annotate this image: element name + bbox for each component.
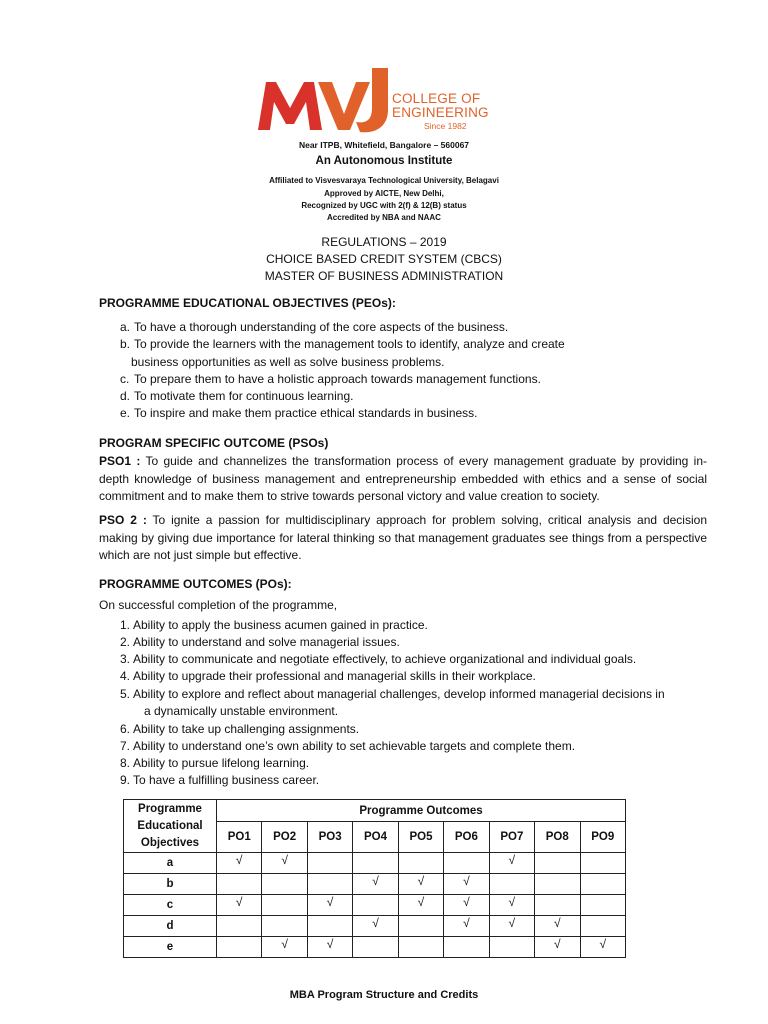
affiliation-line: Recognized by UGC with 2(f) & 12(B) status (301, 201, 467, 210)
tick-mark-cell: √ (307, 937, 352, 958)
po-marker: 1. (120, 618, 131, 632)
peo-row-label: c (124, 895, 217, 916)
po-item-text: a dynamically unstable environment. (144, 704, 339, 718)
po-marker: 9. (120, 773, 131, 787)
po-item-text: Ability to upgrade their professional and managerial skills in their workplace. (133, 669, 536, 683)
pso1-text: To guide and channelizes the transformation process of every management graduate by providing in-depth knowledge of business management and entrepreneurship embedded with ethics and a sense of social commitment and to make them to strive towards personal victory and value creation to society. (99, 454, 707, 503)
tick-mark-cell: √ (489, 916, 534, 937)
po-column-header: PO2 (262, 822, 307, 853)
pso1-paragraph (99, 453, 707, 506)
table-row (124, 937, 626, 958)
tick-mark-cell: √ (217, 895, 262, 916)
po-item-text: Ability to communicate and negotiate effectively, to achieve organizational and individual goals. (133, 652, 637, 666)
po-column-header: PO1 (217, 822, 262, 853)
college-name-line2: ENGINEERING (392, 105, 489, 120)
peo-row-label: b (124, 874, 217, 895)
pso2-text: To ignite a passion for multidisciplinary approach for problem solving, critical analysis and decision making by giving due importance for lateral thinking so that management graduates see things from a perspective which are not just simple but effective. (99, 513, 707, 562)
regulations-line: REGULATIONS – 2019 (321, 235, 447, 249)
empty-cell (398, 916, 443, 937)
autonomous-label: An Autonomous Institute (315, 155, 453, 167)
empty-cell (580, 853, 626, 874)
po-item-text: Ability to pursue lifelong learning. (133, 756, 310, 770)
po-item-text: Ability to explore and reflect about managerial challenges, develop informed managerial decisions in (133, 687, 665, 701)
empty-cell (398, 937, 443, 958)
pso2-paragraph (99, 512, 707, 565)
peo-item-text: To prepare them to have a holistic approach towards management functions. (134, 372, 541, 386)
empty-cell (489, 937, 534, 958)
peo-marker: a. (120, 320, 131, 334)
table-row (124, 895, 626, 916)
empty-cell (262, 874, 307, 895)
empty-cell (535, 853, 580, 874)
empty-cell (353, 937, 398, 958)
empty-cell (580, 916, 626, 937)
peo-item-text: To have a thorough understanding of the core aspects of the business. (134, 320, 509, 334)
table-row (124, 916, 626, 937)
empty-cell (217, 916, 262, 937)
po-column-header: PO5 (398, 822, 443, 853)
peo-item-text: business opportunities as well as solve business problems. (131, 355, 445, 369)
empty-cell (535, 874, 580, 895)
pso-heading: PROGRAM SPECIFIC OUTCOME (PSOs) (99, 436, 329, 450)
tick-mark-cell: √ (262, 853, 307, 874)
po-marker: 6. (120, 722, 131, 736)
peo-heading: PROGRAMME EDUCATIONAL OBJECTIVES (PEOs): (99, 296, 396, 310)
peo-row-label: e (124, 937, 217, 958)
affiliation-line: Affiliated to Visvesvaraya Technological University, Belagavi (269, 176, 499, 185)
corner-header-line: Objectives (140, 836, 200, 849)
programme-outcomes-header: Programme Outcomes (217, 800, 626, 822)
peo-row-label: d (124, 916, 217, 937)
po-heading: PROGRAMME OUTCOMES (POs): (99, 577, 292, 591)
peo-item-text: To motivate them for continuous learning. (134, 389, 354, 403)
cbcs-line: CHOICE BASED CREDIT SYSTEM (CBCS) (266, 252, 502, 266)
program-name-line: MASTER OF BUSINESS ADMINISTRATION (264, 269, 504, 283)
empty-cell (262, 916, 307, 937)
since-year: Since 1982 (424, 121, 467, 131)
corner-header-line: Educational (137, 819, 203, 832)
po-item-text: Ability to apply the business acumen gained in practice. (133, 618, 428, 632)
empty-cell (398, 853, 443, 874)
peo-item-text: To inspire and make them practice ethical standards in business. (134, 406, 478, 420)
po-marker: 3. (120, 652, 131, 666)
empty-cell (444, 937, 489, 958)
empty-cell (353, 853, 398, 874)
po-column-header: PO3 (307, 822, 352, 853)
po-marker: 5. (120, 687, 131, 701)
table-body (124, 853, 626, 958)
peo-marker: b. (120, 337, 131, 351)
empty-cell (307, 853, 352, 874)
corner-header-line: Programme (138, 802, 202, 815)
empty-cell (353, 895, 398, 916)
tick-mark-cell: √ (262, 937, 307, 958)
po-marker: 4. (120, 669, 131, 683)
address: Near ITPB, Whitefield, Bangalore – 560067 (298, 140, 470, 150)
po-column-header: PO9 (580, 822, 626, 853)
po-marker: 8. (120, 756, 131, 770)
empty-cell (217, 937, 262, 958)
po-column-header: PO8 (535, 822, 580, 853)
po-marker: 2. (120, 635, 131, 649)
po-marker: 7. (120, 739, 131, 753)
tick-mark-cell: √ (398, 895, 443, 916)
table-row (124, 853, 626, 874)
tick-mark-cell: √ (444, 895, 489, 916)
po-column-header: PO4 (353, 822, 398, 853)
peo-item-text: To provide the learners with the management tools to identify, analyze and create (134, 337, 565, 351)
empty-cell (535, 895, 580, 916)
tick-mark-cell: √ (535, 916, 580, 937)
po-column-header: PO6 (444, 822, 489, 853)
po-item-text: Ability to understand and solve managerial issues. (133, 635, 400, 649)
mvj-logo-mark (256, 64, 396, 136)
tick-mark-cell: √ (444, 874, 489, 895)
tick-mark-cell: √ (580, 937, 626, 958)
tick-mark-cell: √ (398, 874, 443, 895)
college-name-line1: COLLEGE OF (392, 91, 481, 106)
table-row (124, 874, 626, 895)
empty-cell (217, 874, 262, 895)
affiliation-line: Accredited by NBA and NAAC (327, 213, 441, 222)
po-intro: On successful completion of the programme, (99, 598, 338, 612)
peo-po-mapping-table (123, 799, 626, 958)
empty-cell (444, 853, 489, 874)
tick-mark-cell: √ (535, 937, 580, 958)
po-column-header: PO7 (489, 822, 534, 853)
empty-cell (580, 895, 626, 916)
tick-mark-cell: √ (353, 916, 398, 937)
tick-mark-cell: √ (444, 916, 489, 937)
footer-title: MBA Program Structure and Credits (289, 989, 479, 1001)
affiliation-line: Approved by AICTE, New Delhi, (324, 189, 444, 198)
pso2-label: PSO 2 : (99, 513, 147, 527)
tick-mark-cell: √ (489, 853, 534, 874)
empty-cell (307, 916, 352, 937)
po-item-text: Ability to understand one’s own ability to set achievable targets and complete them. (133, 739, 576, 753)
tick-mark-cell: √ (307, 895, 352, 916)
empty-cell (307, 874, 352, 895)
table-corner-header (124, 800, 217, 853)
empty-cell (489, 874, 534, 895)
tick-mark-cell: √ (217, 853, 262, 874)
peo-row-label: a (124, 853, 217, 874)
tick-mark-cell: √ (489, 895, 534, 916)
peo-marker: e. (120, 406, 131, 420)
tick-mark-cell: √ (353, 874, 398, 895)
empty-cell (262, 895, 307, 916)
empty-cell (580, 874, 626, 895)
peo-marker: c. (120, 372, 130, 386)
po-item-text: Ability to take up challenging assignments. (133, 722, 360, 736)
pso1-label: PSO1 : (99, 454, 141, 468)
peo-marker: d. (120, 389, 131, 403)
po-item-text: To have a fulfilling business career. (133, 773, 320, 787)
